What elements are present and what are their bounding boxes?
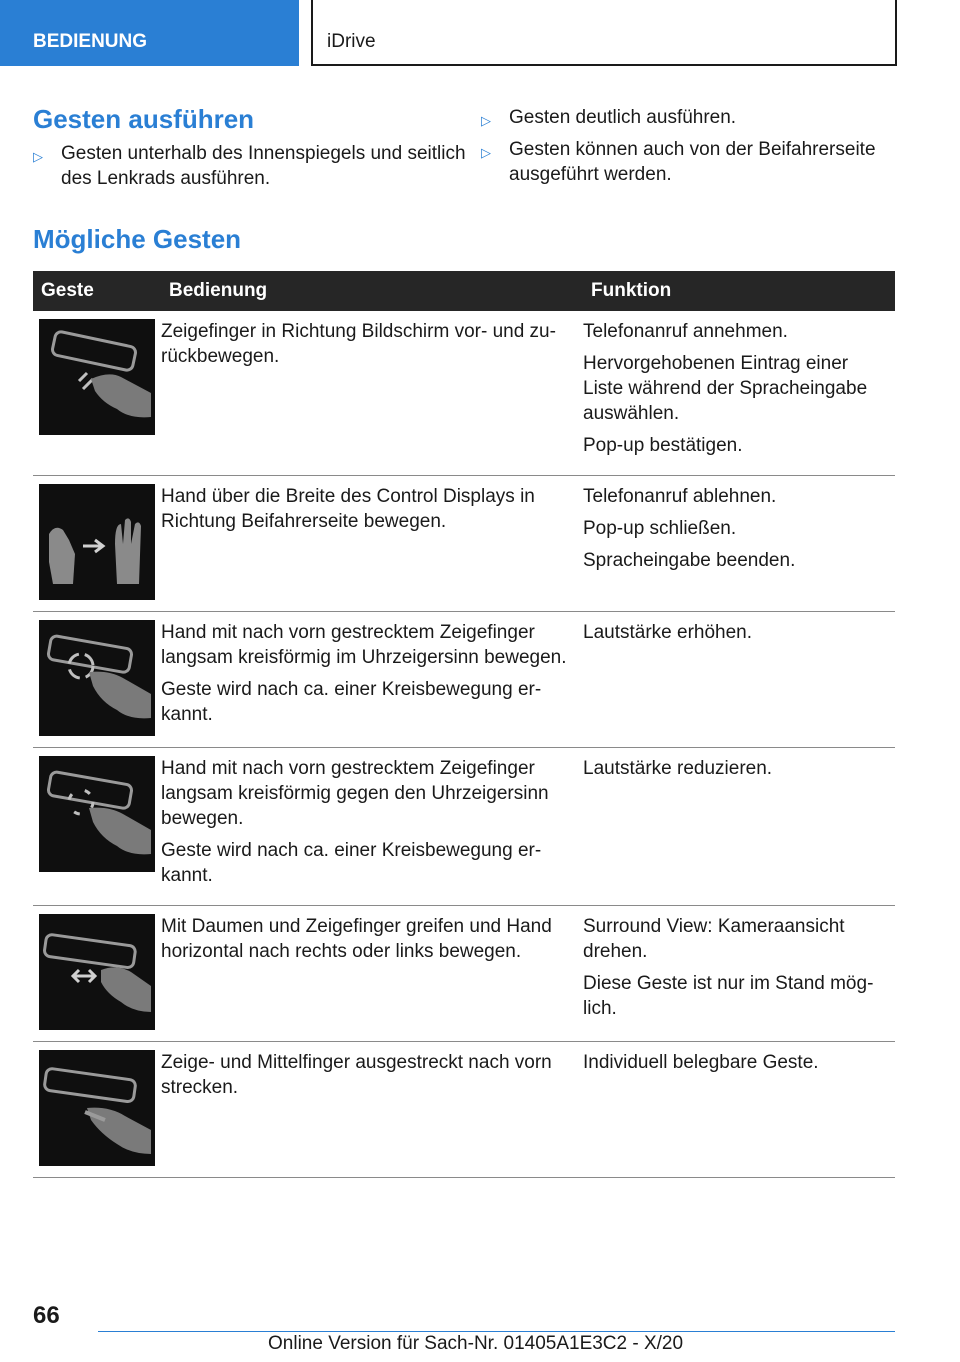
point-forward-gesture-icon (39, 319, 155, 435)
footer-divider (98, 1331, 895, 1332)
heading-moegliche-gesten: Mögliche Gesten (33, 224, 242, 254)
cell-text: Hervorgehobenen Eintrag einer Liste während der Spracheingabe auswählen. (583, 353, 868, 424)
column-header: Geste (33, 271, 161, 311)
bedienung-cell (161, 906, 583, 1042)
triangle-bullet-icon: ▷ (481, 113, 491, 128)
bullet-item (481, 137, 919, 187)
bedienung-cell (161, 748, 583, 906)
funktion-cell (583, 476, 895, 612)
funktion-cell (583, 748, 895, 906)
gesture-image-cell (33, 476, 161, 612)
bedienung-cell (161, 612, 583, 748)
bullet-text: Gesten deutlich ausführen. (509, 107, 737, 128)
swipe-hand-gesture-icon (39, 484, 155, 600)
bullet-text: Gesten können auch von der Beifahrerseite ausgeführt werden. (509, 139, 876, 185)
cell-text: Hand mit nach vorn gestrecktem Zeigefinger langsam kreisförmig im Uhrzeigersinn bewegen. (161, 622, 567, 668)
page-number: 66 (33, 1302, 60, 1329)
footer-text: Online Version für Sach-Nr. 01405A1E3C2 - X/20 (268, 1333, 684, 1354)
funktion-cell (583, 1042, 895, 1178)
section-tab (0, 0, 299, 66)
funktion-cell (583, 612, 895, 748)
cell-text: Hand über die Breite des Control Displays in Richtung Beifahrerseite bewegen. (161, 486, 535, 532)
circle-clockwise-gesture-icon (39, 620, 155, 736)
cell-text: Geste wird nach ca. einer Kreisbewegung erkannt. (161, 679, 542, 725)
bedienung-cell (161, 1042, 583, 1178)
cell-text: Pop-up bestätigen. (583, 435, 743, 456)
bedienung-cell (161, 311, 583, 476)
bullet-text: Gesten unterhalb des Innenspiegels und seitlich des Lenkrads ausführen. (61, 143, 466, 189)
table-row (33, 311, 895, 476)
table-row (33, 906, 895, 1042)
chapter-tab (311, 0, 897, 66)
table-row (33, 612, 895, 748)
cell-text: Hand mit nach vorn gestrecktem Zeigefinger langsam kreisförmig gegen den Uhrzeigersinn bewegen. (161, 758, 549, 829)
table-row (33, 1042, 895, 1178)
bullet-item (33, 141, 481, 191)
cell-text: Surround View: Kameraansicht drehen. (583, 916, 845, 962)
heading-gesten-ausfuehren: Gesten ausführen (33, 104, 255, 134)
cell-text: Diese Geste ist nur im Stand möglich. (583, 973, 874, 1019)
cell-text: Spracheingabe beenden. (583, 550, 796, 571)
page-header (0, 0, 960, 66)
cell-text: Lautstärke reduzieren. (583, 758, 773, 779)
table-row (33, 476, 895, 612)
cell-text: Zeige- und Mittelfinger ausgestreckt nach vorn strecken. (161, 1052, 552, 1098)
cell-text: Pop-up schließen. (583, 518, 737, 539)
table-header-row (33, 271, 895, 311)
column-header: Funktion (583, 271, 895, 311)
circle-counterclockwise-gesture-icon (39, 756, 155, 872)
chapter-label: iDrive (327, 31, 376, 52)
cell-text: Mit Daumen und Zeigefinger greifen und Hand horizontal nach rechts oder links bewegen. (161, 916, 552, 962)
bedienung-cell (161, 476, 583, 612)
cell-text: Individuell belegbare Geste. (583, 1052, 819, 1073)
grab-rotate-gesture-icon (39, 914, 155, 1030)
two-fingers-gesture-icon (39, 1050, 155, 1166)
funktion-cell (583, 311, 895, 476)
triangle-bullet-icon: ▷ (481, 145, 491, 160)
bullet-item (481, 105, 919, 130)
gesture-image-cell (33, 748, 161, 906)
gesture-image-cell (33, 906, 161, 1042)
section-label: BEDIENUNG (33, 31, 148, 52)
column-header: Bedienung (161, 271, 583, 311)
cell-text: Lautstärke erhöhen. (583, 622, 753, 643)
table-row (33, 748, 895, 906)
gesture-image-cell (33, 1042, 161, 1178)
cell-text: Telefonanruf ablehnen. (583, 486, 777, 507)
funktion-cell (583, 906, 895, 1042)
gesture-image-cell (33, 612, 161, 748)
gesture-image-cell (33, 311, 161, 476)
gesten-table (33, 271, 895, 1178)
cell-text: Geste wird nach ca. einer Kreisbewegung erkannt. (161, 840, 542, 886)
cell-text: Zeigefinger in Richtung Bildschirm vor- und zurückbewegen. (161, 321, 556, 367)
triangle-bullet-icon: ▷ (33, 149, 43, 164)
cell-text: Telefonanruf annehmen. (583, 321, 788, 342)
